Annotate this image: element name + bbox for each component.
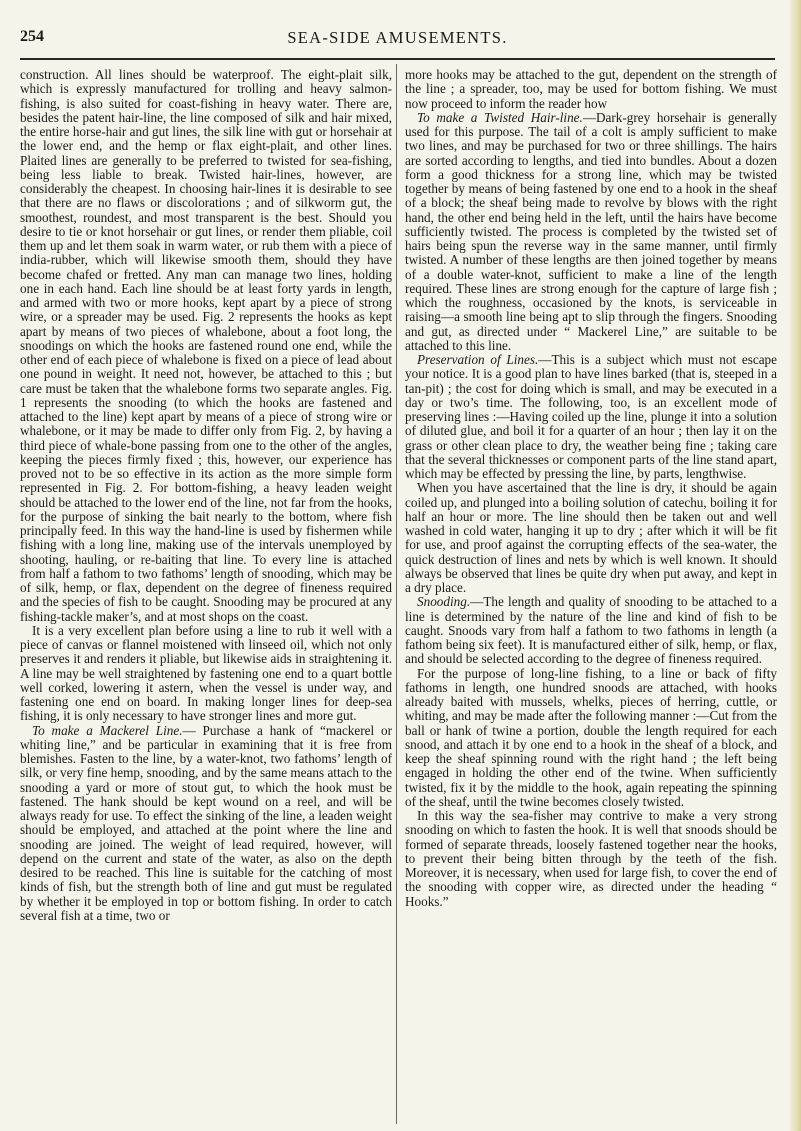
paragraph: construction. All lines should be waterproof. The eight-plait silk, which is expressly manufactured for trolling and heavy salmon-fishing, is also suited for coast-fishing in heavy water. There are, besides the patent hair-line, the line composed of silk and hair mixed, the entire horse-hair and gut lines, the silk line with gut or horsehair at the lower end, and the hemp or flax eight-plait, and other lines. Plaited lines are generally to be preferred to twisted for sea-fishing, being less liable to break. Twisted hair-lines, however, are considerably the cheapest. In choosing hair-lines it is desirable to see that there are no flaws or discolorations ; and of silkworm gut, the smoothest, roundest, and most transparent is the best. Should you desire to tie or knot horsehair or gut lines, or render them pliable, coil them up and let them soak in warm water, or rub them with a piece of india-rubber, which will likewise smooth them, should they have become chafed or fretted. Any man can manage two lines, holding one in each hand. Each line should be at least forty yards in length, and armed with two or more hooks, kept apart by a piece of strong wire, or a spreader may be used. Fig. 2 represents the hooks as kept apart by means of two pieces of whalebone, about a foot long, the snoodings on which the hooks are fastened round one end, while the other end of each piece of whalebone is fixed on a piece of lead about one pound in weight. It need not, however, be attached to this ; but care must be taken that the whalebone forms two separate angles. Fig. 1 represents the snooding (to which the hooks are fastened and attached to the line) kept apart by means of a piece of strong wire or whalebone, or it may be made to differ only from Fig. 2, by having a third piece of whale-bone passing from one to the other of the angles, keeping the pieces firmly fixed ; this, however, our experience has proved not to be so effective in its action as the more simple form represented in Fig. 2. For bottom-fishing, a heavy leaden weight should be attached to the lower end of the line, not far from the hooks, for the purpose of sinking the bait nearly to the bottom, where fish principally feed. In this way the hand-line is used by fishermen while fishing with a long line, making use of the intervals unemployed by shooting, hauling, or re-baiting that line. To every line is attached from half a fathom to two fathoms’ length of snooding, which may be of silk, hemp, or flax, dependent on the degree of fineness required and the species of fish to be caught. Snooding may be procured at any fishing-tackle maker’s, and at most shops on the coast. xyxy=(20,68,392,624)
paragraph: It is a very excellent plan before using a line to rub it well with a piece of canvas or flannel moistened with linseed oil, which not only preserves it and renders it pliable, but likewise aids in straightening it. A line may be well straightened by fastening one end to a quart bottle well corked, lowering it astern, when the vessel is under way, and fastening one end on board. In making longer lines for deep-sea fishing, it is only necessary to have stronger lines and more gut. xyxy=(20,622,392,724)
section-heading: To make a Mackerel Line. xyxy=(32,722,183,738)
paragraph-text: —The length and quality of snooding to be attached to a line is determined by the nature of the line and kind of fish to be caught. Snoods vary from half a fathom to two fathoms in length (a fathom being six feet). It is manufactured either of silk, hemp, or flax, and should be selected according to the degree of fineness required. xyxy=(405,594,777,667)
page-header xyxy=(20,28,775,52)
paragraph-text: — Purchase a hank of “mackerel or whiting line,” and be particular in examining that it is free from blemishes. Fasten to the line, by a water-knot, two fathoms’ length of silk, or very fine hemp, snooding, and by the same means attach to the snooding a yard or more of stout gut, to which the hook must be fastened. The hank should be kept wound on a reel, and will be always ready for use. To effect the sinking of the line, a leaden weight should be employed, and attached at the point where the line and snooding are joined. The weight of lead required, however, will depend on the current and state of the water, as also on the depth desired to be reached. This line is suitable for the catching of most kinds of fish, but the strength both of line and gut must be regulated by whether it be employed in top or bottom fishing. In order to catch several fish at a time, two or xyxy=(20,722,392,923)
header-rule xyxy=(20,58,775,60)
paragraph xyxy=(20,724,392,924)
column-divider xyxy=(396,64,397,1124)
left-column xyxy=(20,68,392,1123)
running-title: SEA-SIDE AMUSEMENTS. xyxy=(287,28,508,47)
paragraph xyxy=(405,595,777,666)
paragraph: In this way the sea-fisher may contrive to make a very strong snooding on which to fasten the hook. It is well that snoods should be formed of separate threads, loosely fastened together near the hooks, to prevent their being bitten through by the teeth of the fish. Moreover, it is necessary, when used for large fish, to cover the end of the snooding with copper wire, as directed under the heading “ Hooks.” xyxy=(405,808,777,909)
page-edge xyxy=(790,0,801,1131)
section-heading: Snooding. xyxy=(417,594,471,610)
paragraph: more hooks may be attached to the gut, dependent on the strength of the line ; a spreader, too, may be used for bottom fishing. We must now proceed to inform the reader how xyxy=(405,68,777,111)
page-number: 254 xyxy=(20,28,44,45)
paragraph xyxy=(405,111,777,353)
paragraph: For the purpose of long-line fishing, to a line or back of fifty fathoms in length, one hundred snoods are attached, with hooks already baited with mussels, whelks, pieces of herring, cuttle, or whiting, and may be made after the following manner :—Cut from the ball or hank of twine a portion, double the length required for each snood, and attach it by one end to a hook in the sheaf of a block, and keep the sheaf spinning round with the right hand ; the left being engaged in holding the other end of the twine. When sufficiently twisted, fix it by the middle to the hook, again repeating the spinning of the sheaf, until the twine becomes closely twisted. xyxy=(405,665,777,809)
paragraph xyxy=(405,353,777,481)
paragraph-text: —This is a subject which must not escape your notice. It is a good plan to have lines barked (that is, steeped in a tan-pit) ; the cost for doing which is small, and may be executed in a day or two’s time. The following, too, is an excellent mode of preserving lines :—Having coiled up the line, plunge it into a solution of diluted glue, and boil it for a quarter of an hour ; then lay it on the grass or other clean place to dry, the weather being fine ; taking care that the several thicknesses or component parts of the line stand apart, which may be effected by pressing the line, by parts, lengthwise. xyxy=(405,352,777,481)
paragraph-text: —Dark-grey horsehair is generally used for this purpose. The tail of a colt is amply sufficient to make two lines, and may be purchased for two or three shillings. The hairs are sorted according to lengths, and tied into bundles. About a dozen form a good thickness for a strong line, which may be twisted together by means of being fastened by one end to a hook in the sheaf of a block; the sheaf being made to revolve by blows with the right hand, the other end being held in the left, until the hairs have become sufficiently twisted. The process is completed by the twisted set of hairs being spun the reverse way in the same manner, until firmly twisted. A number of these lengths are then joined together by means of a double water-knot, sufficient to make a line of the length required. These lines are strong enough for the capture of large fish ; which the roughness, occasioned by the knots, is serviceable in raising—a smooth line being apt to slip through the fingers. Snooding and gut, as directed under “ Mackerel Line,” are suitable to be attached to this line. xyxy=(405,109,777,353)
section-heading: To make a Twisted Hair-line. xyxy=(417,109,583,125)
right-column xyxy=(405,68,777,1123)
section-heading: Preservation of Lines. xyxy=(417,352,539,367)
paragraph: When you have ascertained that the line is dry, it should be again coiled up, and plunged into a boiling solution of catechu, boiling it for half an hour or more. The line should then be taken out and well washed in cold water, hanging it up to dry ; after which it will be fit for use, and proof against the corrupting effects of the sea-water, the quick destruction of lines and nets by which is well known. It should always be observed that lines be quite dry when put away, and kept in a dry place. xyxy=(405,480,777,595)
